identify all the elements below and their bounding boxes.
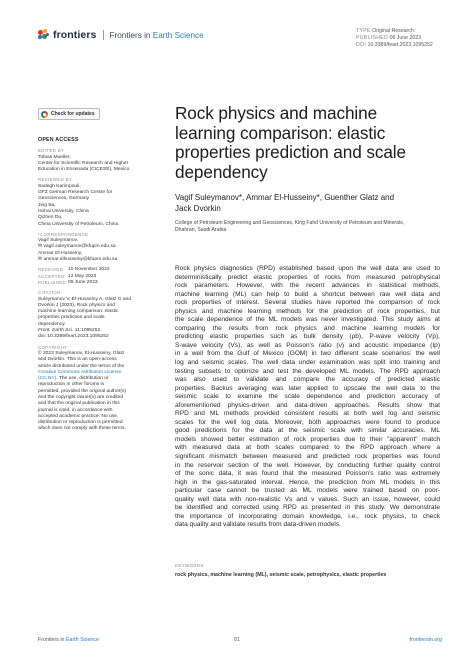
page-number: 01 (234, 637, 240, 643)
abstract-line: physics and machine learning methods for the prediction of rock properties, but (175, 307, 440, 315)
abstract-line: high in the gas-saturated interval. Hence, the prediction from ML models in this (175, 478, 440, 486)
keywords-label: KEYWORDS (175, 563, 204, 568)
brand-name: frontiers (53, 29, 97, 41)
abstract-line: with measured data at both scales compared to the RPD approach where a (175, 444, 440, 452)
logo-divider (103, 30, 104, 40)
sidebar (38, 108, 160, 437)
published-date: PUBLISHED 06 June 2023 (38, 279, 98, 285)
abstract-line: the scale dependence of the ML models was never investigated. This study aims at (175, 316, 440, 324)
abstract (175, 265, 440, 530)
accepted-date: ACCEPTED 12 May 2023 (38, 273, 97, 279)
citation-doi[interactable]: doi: 10.3389/feart.2023.1095252 (38, 334, 109, 340)
article-meta (356, 28, 433, 49)
license-link-cont[interactable]: (CC BY). (38, 376, 58, 382)
page-footer (38, 637, 442, 647)
edited-by: EDITED BY Tobias Mueller, Center for Scientific Research and Higher Education in Ensenada (CICESE), Mexico (38, 148, 130, 173)
journal-name: Frontiers in Earth Science (109, 30, 204, 40)
email-link[interactable]: ✉ vagif.suleymanov@kfupm.edu.sa (38, 244, 116, 250)
abstract-line: S-wave velocity (Vs), as well as Poisson's ratio (ν) and acoustic impedance (Ip) (175, 341, 440, 349)
abstract-line: in a well from the Gulf of Mexico (GOM) in two different scale scenarios: the well (175, 350, 440, 358)
abstract-line: data quality and validate results from data-driven models. (175, 521, 341, 529)
authors: Vagif Suleymanov*, Ammar El-Husseiny*, Guenther Glatz and Jack Dvorkin (175, 193, 395, 214)
frontiers-logo-icon (38, 29, 50, 41)
footer-site-link[interactable]: frontiersin.org (409, 637, 442, 643)
abstract-line: deterministically predict elastic properties of rocks from measured petrophysical (175, 273, 440, 281)
correspondence: *CORRESPONDENCE Vagif Suleymanov, ✉ vagif.suleymanov@kfupm.edu.sa Ammar El-Husseiny, ✉ ammar.elhusseiny@kfupm.edu.sa (38, 232, 160, 263)
abstract-line: aforementioned physics-driven and data-driven approaches. Results show that (175, 401, 440, 409)
email-link[interactable]: ✉ ammar.elhusseiny@kfupm.edu.sa (38, 257, 118, 263)
abstract-line: be identified and corrected using RPD as presented in this study. We demonstrate (175, 504, 440, 512)
check-updates-button[interactable] (38, 108, 100, 120)
citation: CITATION Suleymanov V, El-Husseiny A, Glatz G and Dvorkin J (2023), Rock physics and machine learning comparison: elastic properties prediction and scale dependency. Front. Earth Sci. 11:1095252. doi: 10.3389/feart.2023.1095252 (38, 290, 160, 340)
abstract-line: RPD and ML methods provided consistent results at both well log and seismic (175, 410, 440, 418)
open-access-label: OPEN ACCESS (38, 137, 79, 143)
abstract-line: particular case cannot be trusted as ML models were trained based on poor- (175, 487, 440, 495)
abstract-line: models showed better estimation of rock properties due to their "apparent" match (175, 435, 440, 443)
page-header (38, 26, 458, 50)
check-updates-label: Check for updates (51, 110, 95, 117)
affiliation: College of Petroleum Engineering and Geosciences, King Fahd University of Petroleum and Minerals, Dhahran, Saudi Arabia (175, 220, 405, 233)
doi-label: DOI (356, 42, 367, 48)
abstract-line: significant mismatch between measured and predicted rock properties was found (175, 453, 440, 461)
abstract-line: seismic scale to examine the scale dependence and prediction accuracy of (175, 393, 440, 401)
abstract-line: Rock physics diagnostics (RPD) established based upon the well data are used to (175, 265, 440, 272)
reviewed-by: REVIEWED BY Sadegh Karimpouli, GFZ German Research Centre for Geosciences, Germany Jing Ba, Hohai University, China Qizhen Du, China University of Petroleum, China (38, 177, 119, 227)
abstract-line: rock parameters. However, with the recent advances in statistical methods, (175, 282, 440, 290)
abstract-line: of the sonic data, it was found that the measured Poisson's ratio was extremely (175, 470, 440, 478)
type-label: TYPE (356, 28, 371, 34)
abstract-line: in the reservoir section of the well. However, by conducting further quality control (175, 461, 440, 469)
abstract-line: log and seismic scales. The well data under examination was split into training and (175, 359, 440, 367)
copyright: COPYRIGHT © 2023 Suleymanov, El-Husseiny, Glatz and Dvorkin. This is an open-access article distributed under the terms of the Creative Commons Attribution License (CC BY). The use, distribution or reproduction in other forums is permitted, provided the original author(s) and the copyright owner(s) are credited and that the original publication in this journal is cited, in accordance with accepted academic practice. No use, distribution or reproduction is permitted which does not comply with these terms. (38, 345, 160, 433)
abstract-line: quality well data with non-realistic Vs and ν values. Such an issue, however, could (175, 495, 440, 503)
type-value: Original Research (372, 28, 414, 34)
abstract-line: predicting elastic properties such as bulk density (ρb), P-wave velocity (Vp), (175, 333, 440, 341)
article-header (175, 104, 440, 234)
published-value: 06 June 2023 (389, 35, 422, 41)
published-label: PUBLISHED (356, 35, 389, 41)
license-link[interactable]: Creative Commons Attribution License (38, 369, 122, 375)
abstract-line: properties. Backus averaging was later applied to upscale the well data to the (175, 384, 440, 392)
keywords: rock physics, machine learning (ML), seismic scale, petrophysics, elastic properties (175, 572, 387, 578)
abstract-line: scales for the well log data. Moreover, both approaches were found to produce (175, 418, 440, 426)
abstract-line: was also used to validate and compare the accuracy of predicted elastic (175, 376, 440, 384)
doi-value[interactable]: 10.3389/feart.2023.1095252 (367, 42, 433, 48)
abstract-line: machine learning (ML) can help to build a shortcut between raw well data and (175, 290, 440, 298)
dates (38, 267, 160, 286)
abstract-line: comparing the results from rock physics and machine learning models for (175, 324, 440, 332)
abstract-line: testing subsets to optimize and test the developed ML models. The RPD approach (175, 367, 440, 375)
received-date: RECEIVED 10 November 2022 (38, 267, 110, 273)
article-title: Rock physics and machine learning comparison: elastic properties prediction and scale dependency (175, 103, 406, 182)
abstract-line: the importance of incorporating domain knowledge, i.e., rock physics, to check (175, 512, 440, 520)
frontiers-logo[interactable] (38, 29, 204, 41)
abstract-line: good predictions for the data at the seismic scale with similar accuracies. ML (175, 427, 440, 435)
abstract-line: rock properties of interest. Several studies have reported the comparison of rock (175, 299, 440, 307)
crossmark-icon (41, 111, 48, 118)
footer-journal: Frontiers in Earth Science (38, 637, 99, 643)
